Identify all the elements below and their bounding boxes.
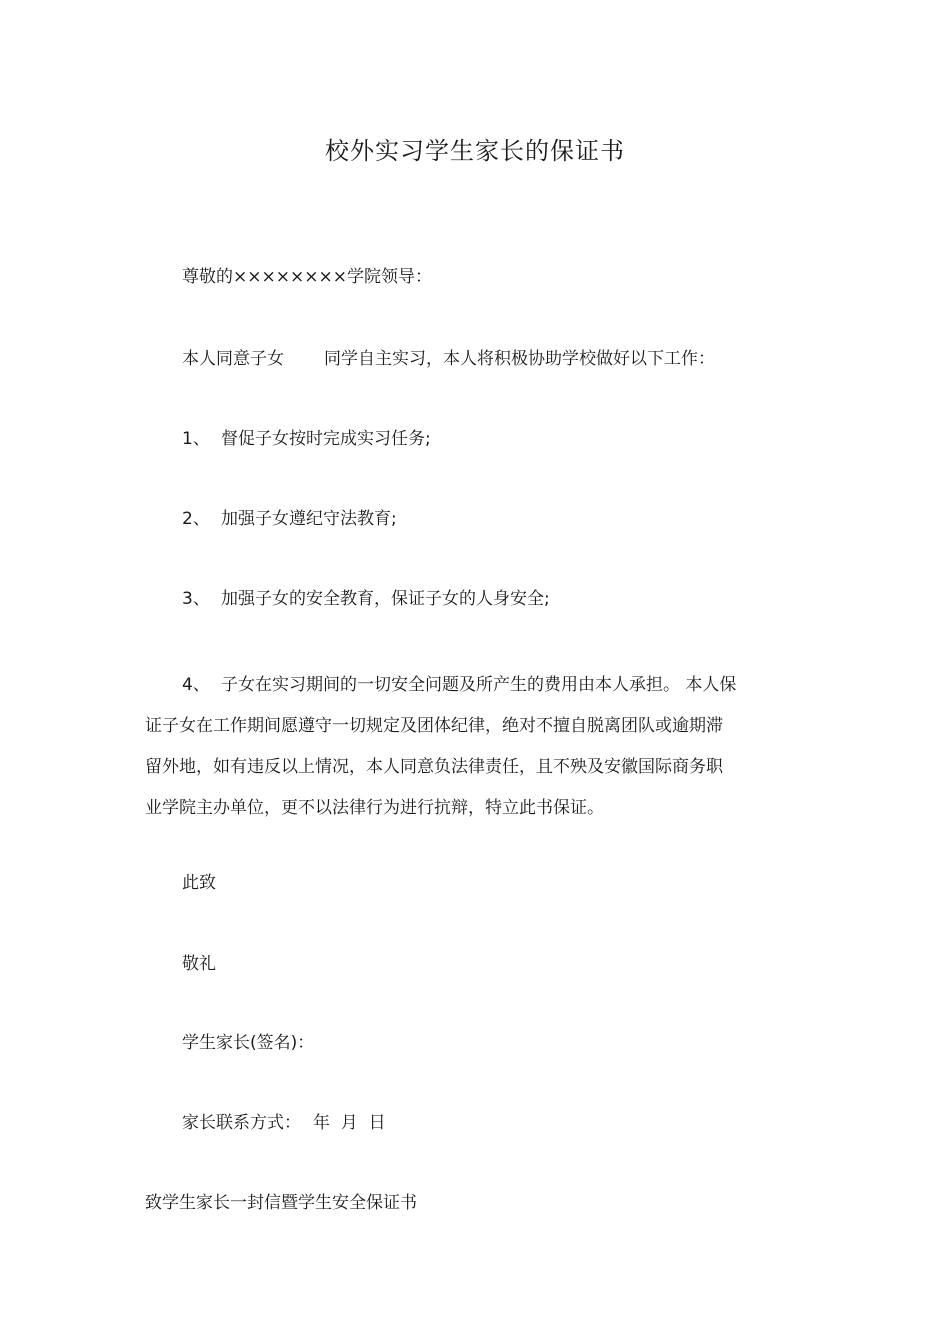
signature-label: 学生家长(签名)： [182, 1033, 315, 1053]
contact-label: 家长联系方式： [182, 1113, 301, 1133]
salutation: 尊敬的××××××××学院领导： [182, 267, 432, 287]
paragraph-line-text: 子女在实习期间的一切安全问题及所产生的费用由本人承担。 本人保 [221, 675, 737, 695]
list-item [182, 506, 397, 532]
footer-title: 致学生家长一封信暨学生安全保证书 [145, 1193, 417, 1213]
list-item [182, 586, 550, 612]
paragraph-line: 业学院主办单位，更不以法律行为进行抗辩，特立此书保证。 [145, 798, 604, 818]
intro-line [182, 346, 715, 372]
paragraph-line: 证子女在工作期间愿遵守一切规定及团体纪律，绝对不擅自脱离团队或逾期滞 [145, 716, 723, 736]
closing-line-2: 敬礼 [182, 954, 216, 974]
contact-line [182, 1110, 386, 1136]
item-text: 加强子女的安全教育，保证子女的人身安全; [221, 589, 550, 609]
item-number: 3、 [182, 589, 210, 609]
paragraph-line [145, 665, 810, 706]
item-text: 加强子女遵纪守法教育; [221, 509, 397, 529]
item-text: 督促子女按时完成实习任务; [221, 429, 431, 449]
closing-line-1: 此致 [182, 873, 216, 893]
date-label: 年 月 日 [313, 1113, 386, 1133]
list-item [182, 426, 431, 452]
intro-text-b: 同学自主实习，本人将积极协助学校做好以下工作： [324, 349, 715, 369]
list-item-paragraph [145, 665, 810, 829]
document-title: 校外实习学生家长的保证书 [325, 137, 625, 165]
item-number: 4、 [182, 675, 210, 695]
paragraph-line: 留外地，如有违反以上情况，本人同意负法律责任，且不殃及安徽国际商务职 [145, 757, 723, 777]
intro-text-a: 本人同意子女 [182, 349, 284, 369]
item-number: 2、 [182, 509, 210, 529]
item-number: 1、 [182, 429, 210, 449]
